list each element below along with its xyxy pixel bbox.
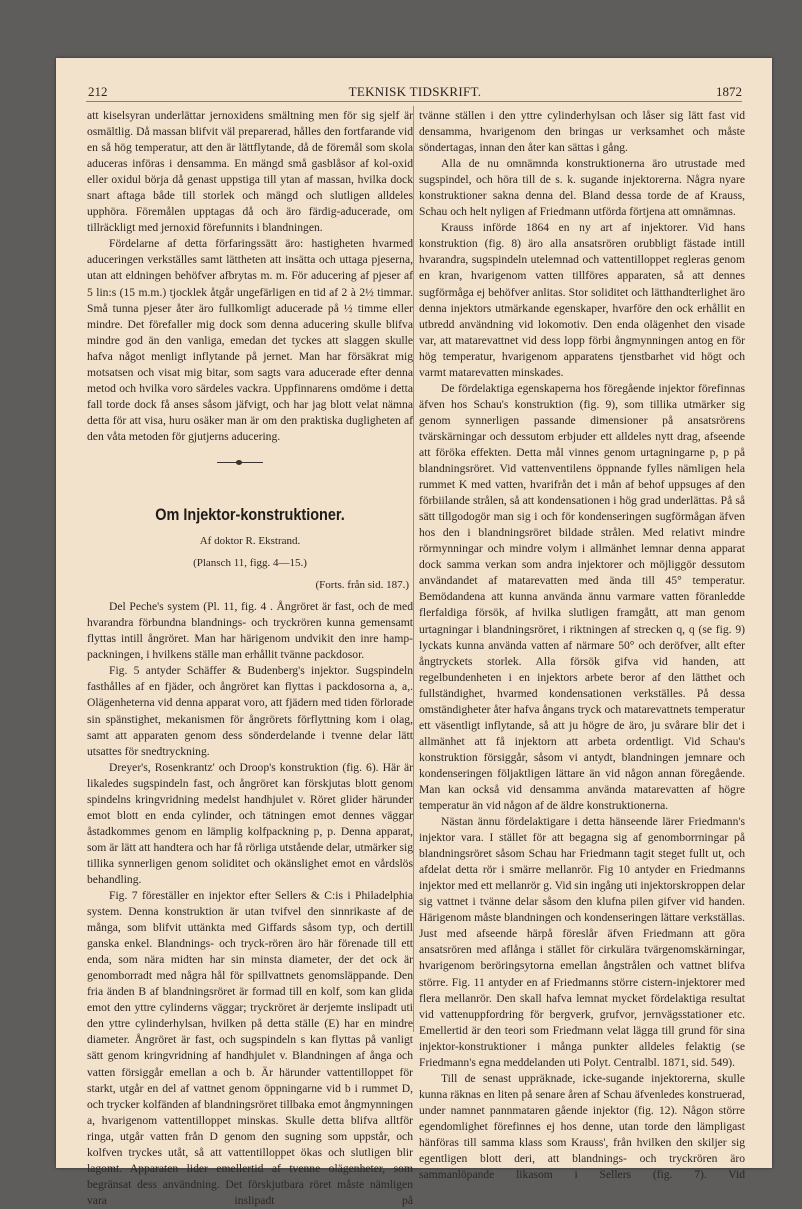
paragraph: Till de senast uppräknade, icke-sugande injektorerna, skulle kunna räknas en liten på senare åren af Schau äfvenledes konstruerad, under namnet pannmataren gående injektor (fig. 12). Någon större egendomlighet förefinnes ej hos denne, utan torde den lämpligast hänföras till samma klass som Krauss', från hvilken den skiljer sig egentligen blott deri, att blandnings- och tryckrören äro sammanlöpande likasom i Sellers (fig. 7). Vid [419,1071,745,1182]
year: 1872 [716,84,742,99]
article-title: Om Injektor-konstruktioner. [155,504,345,524]
paragraph: att kiselsyran underlättar jernoxidens smältning men för sig sjelf är osmältlig. Då massan blifvit väl preparerad, hålles den fortfarande vid en så hög temperatur, att den är lättflytande, då de föremål som skola aduceras införas i densamma. En mängd små gasblåsor af kol-oxid eller oxidul börja då genast uppstiga till ytan af massan, hvilka dock snart aftaga både till storlek och mängd och slutligen alldeles upphöra. Föremålen upptagas då och äro färdig-aducerade, om tillräckligt med jernoxid förefunnits i blandningen. [87,109,413,235]
paragraph: Fig. 7 föreställer en injektor efter Sellers & C:is i Philadelphia system. Denna konstruktion är utan tvifvel den sinnrikaste af de många, som blifvit uttänkta med Giffards såsom typ, och dertill ganska enkel. Blandnings- och tryck-rören äro här förenade till ett enda, som nära midten har sin minsta diameter, der det ock är genomborradt med några hål för spillvattnets genomsläppande. Den fria änden B af blandningsröret är formad till en kolf, som kan glida emot den yttre cylinderns väggar; tryckröret är derjemte inslipadt uti den yttre cylinderhylsan, hvilken på detta ställe (E) har en mindre diameter. Ångröret är fast, och sugspindeln s kan flyttas på vanligt sätt genom kringvridning af handhjulet v. Blandningen af ånga och vatten försiggår emellan a och b. Är härunder vattentilloppet för starkt, utgår en del af vattnet genom öppningarne vid b i rummet D, och trycker kolfänden af blandningsröret tillbaka emot ångmynningen a, hvarigenom vattentilloppet minskas. Skulle detta blifva alltför ringa, utgår vatten från D genom den sugning som uppstår, och kolfven tryckes utåt, så att vattentilloppet ökas och slutligen blir lagomt. Apparaten lider emellertid af tvenne olägenheter, som begränsat dess användning. Det förskjutbara röret måste nämligen vara inslipadt på [87,889,413,1207]
scanned-page [56,58,772,1207]
article-plate-reference: (Plansch 11, figg. 4—15.) [193,557,307,570]
paragraph: De fördelaktiga egenskaperna hos föregående injektor förefinnas äfven hos Schau's konstruktion (fig. 9), som tillika utmärker sig genom synnerligen passande dimensioner på ansatsrörens tvärskärningar och dessutom erbjuder ett alldeles nytt drag, afseende att föröka effekten. Detta mål vinnes genom urtagningarne p, p på blandningsröret. Vid vattenventilens öppnande fylles nämligen hela rummet K med vatten, hvarifrån det i mån af behof uppsuges af den förbiilande strålen, så att kondensationen i hög grad underlättas. På så sätt tillgodogör man sig i och för kondenseringen sugförmågan äfven hos den i blandningsröret bildade strålen. Med relativt mindre rörmynningar och mindre volym i allmänhet lemnar denna apparat dock samma verkan som andra injektorer och möjliggör dessutom användandet af matarevatten med ända till 45° temperatur. Bemödandena att kunna använda ännu varmare vatten föranledde flerfaldiga försök, af hvilka slutligen framgått, att man genom urtagningar i blandningsröret, i riktningen af strecken q, q (se fig. 9) lyckats kunna använda vatten af närmare 50° och deröfver, allt efter ångtryckets storlek. Alla försök gifva vid handen, att regelbundenheten i en injektors arbete beror af den lätthet och fullständighet, hvarmed kondensationen verkställes. På dessa omständigheter åter hafva ångans tryck och matarevattnets temperatur ett väsentligt inflytande, så att ju högre de äro, ju svårare blir det i allmänhet att få injektorn att arbeta ordentligt. Vid Schau's konstruktion försiggår, såsom vi antydt, blandningen jemnare och kondenseringen följaktligen lättare än vid någon annan föregående. Man kan också vid densamma använda matarevatten af högre temperatur än vid någon af de äldre konstruktionerna. [419,381,745,813]
paragraph: Alla de nu omnämnda konstruktionerna äro utrustade med sugspindel, och höra till de s. k. sugande injektorerna. Några nyare konstruktioner sakna denna del. Bland dessa torde de af Krauss, Schau och helt nyligen af Friedmann utförda förtjena att omnämnas. [419,157,745,219]
paragraph: Del Peche's system (Pl. 11, fig. 4 . Ångröret är fast, och de med hvarandra förbundna blandnings- och tryckrören kunna gemensamt flyttas intill ångröret. Man har härigenom undvikit den inre hamp-packningen, i hvilkens ställe man erhållit tvänne packdosor. [87,600,413,662]
paragraph: Nästan ännu fördelaktigare i detta hänseende lärer Friedmann's injektor vara. I stället för att begagna sig af genomborrningar på blandningsröret såsom Schau har Friedmann tagit steget fullt ut, och afdelat detta rör i smärre mellanrör. Fig 10 antyder en Friedmanns injektor med ett mellanrör g. Vid sin ingång uti injektorskroppen delar sig vattnet i tvänne delar såsom den klufna pilen gifver vid handen. Härigenom måste blandningen och kondenseringen lättare verkställas. Just med afseende härpå föreslår äfven Friedmann att göra ansatsrören med aflånga i stället för cirkulära tvärgenomskärningar, hvarigenom beröringsytorna emellan ångstrålen och vattnet blifva större. Fig. 11 antyder en af Friedmanns större cistern-injektorer med flera mellanrör. Den skall hafva lemnat mycket fördelaktiga resultat vid vattenuppfordring för bergverk, grufvor, jernvägsstationer etc. Emellertid är den teori som Friedmann velat lägga till grund för sina injektor-konstruktioner i många punkter alldeles felaktig (se Friedmann's egna meddelanden uti Polyt. Centralbl. 1871, sid. 549). [419,815,745,1069]
paragraph: Dreyer's, Rosenkrantz' och Droop's konstruktion (fig. 6). Här är likaledes sugspindeln fast, och ångröret kan förskjutas blott genom spindelns kringvridning medelst handhjulet v. Röret glider härunder emot blott en enda cylinder, och tätningen emot dennes väggar åstadkommes genom en lämplig kolfpackning p, p. Denna apparat, som är lätt att handtera och har få rörliga utstående delar, utmärker sig tillika synnerligen genom soliditet och okänslighet emot en vårdslös behandling. [87,760,413,886]
paragraph: Krauss införde 1864 en ny art af injektorer. Vid hans konstruktion (fig. 8) äro alla ansatsrören orubbligt fästade intill hvarandra, sugspindeln utelemnad och vattentilloppet regleras genom en kran, hvarigenom vatten tillföres apparaten, så att dennes sugförmåga ej behöfver anlitas. Stor soliditet och lätthandterlighet äro denna injektors utmärkande egenskaper, hvarföre den ock erhållit en utbredd användning vid lokomotiv. Den enda olägenhet den visade var, att matarevattnet vid dess lopp förbi ångmynningen antog en för hög temperatur, hvarigenom apparatens tjenstbarhet vid högt och varmt matarevatten minskades. [419,221,745,379]
paragraph: Fig. 5 antyder Schäffer & Budenberg's injektor. Sugspindeln fasthålles af en fjäder, och ångröret kan flyttas i packdosorna a, a,. Olägenheterna vid denna apparat voro, att fjädern med tiden förlorade sin spänstighet, mekanismen för ångrörets förflyttning kom i olag, samt att apparaten genom dess sönderdelande i tvenne delar lätt utsattes för snedtryckning. [87,664,413,758]
continued-from-note: (Forts. från sid. 187.) [315,579,409,592]
section-ornament [87,445,413,479]
paragraph: Fördelarne af detta förfaringssätt äro: hastigheten hvarmed aduceringen verkställes samt lättheten att insätta och uttaga pjeserna, utan att eldningen behöfver afbrytas m. m. För aducering af pjeser af 5 lin:s (15 m.m.) tjocklek åtgår ungefärligen en tid af 2 à 2½ timmar. Små tunna pjeser åter äro fullkomligt aducerade på ½ timme eller mindre. Det förefaller mig dock som denna aducering skulle blifva mindre god än den vanliga, emedan det tyckes att slaggen skulle hafva något menligt inflytande på jernet. Man har försäkrat mig motsatsen och visat mig bitar, som sagts vara aducerade efter denna metod och hvilka voro särdeles vackra. Uppfinnarens omdöme i detta fall torde dock få anses såsom jäfvigt, och har jag blott velat nämna detta för att visa, huru osäker man är om den praktiska dugligheten af den våta metoden för gjutjerns aducering. [87,237,413,443]
page-number: 212 [88,84,108,99]
right-column [419,108,745,1183]
left-column [87,108,413,1209]
article-byline: Af doktor R. Ekstrand. [199,535,301,548]
column-divider [413,106,414,1032]
running-header [88,84,742,100]
paragraph: tvänne ställen i den yttre cylinderhylsan och låser sig lätt fast vid densamma, hvarigenom den bringas ur verksamhet och måste söndertagas, innan den åter kan sättas i gång. [419,109,745,155]
journal-title: TEKNISK TIDSKRIFT. [348,84,482,99]
header-rule [86,101,742,102]
